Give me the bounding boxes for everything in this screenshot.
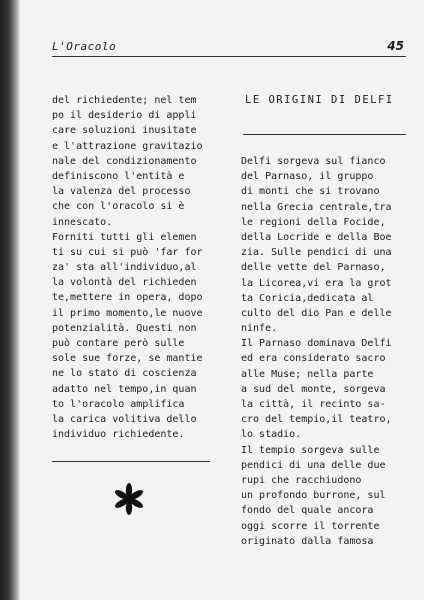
text-line: del richiedente; nel tem [52,95,197,106]
left-column-divider [52,461,210,462]
text-line: Il tempio sorgeva sulle [241,444,380,456]
text-line: la carica volitiva dello [52,413,197,425]
text-line: Forniti tutti gli elemen [52,231,197,243]
text-line: nella Grecia centrale,tra [241,201,392,213]
text-line: oggi scorre il torrente [241,520,380,532]
text-line: sole sue forze, se mantie [52,353,203,365]
text-line: che con l'oracolo si è [52,201,185,213]
text-line: delle vette del Parnaso, [241,262,386,274]
text-line: individuo richiedente. [52,429,185,441]
text-line: la città, il recinto sa- [241,399,386,410]
running-header [52,40,406,57]
text-line: adatto nel tempo,in quan [52,383,197,395]
text-line: to l'oracolo amplifica [52,398,185,410]
text-line: ta Coricia,dedicata al [241,292,374,304]
text-line: a sud del monte, sorgeva [241,383,386,395]
text-line: alle Muse; nella parte [241,368,374,380]
text-line: te,mettere in opera, dopo [52,292,203,304]
text-line: Il Parnaso dominava Delfi [241,338,392,350]
text-line: della Locride e della Boe [241,231,392,243]
page-number: 45 [387,39,404,53]
text-line: nale del condizionamento [52,155,197,167]
text-line: ed era considerato sacro [241,353,386,365]
text-line: fondo del quale ancora [241,505,374,517]
text-line: Delfi sorgeva sul fianco [241,156,386,167]
text-line: del Parnaso, il gruppo [241,171,374,183]
text-line: la volontà del richieden [52,277,197,289]
text-line: cro del tempio,il teatro, [241,414,392,426]
text-line: rupi che racchiudono [241,474,362,486]
text-line: la valenza del processo [52,186,191,198]
asterisk-flower-icon [112,482,146,516]
text-line: care soluzioni inusitate [52,125,197,137]
text-line: po il desiderio di appli [52,110,197,122]
text-line: originato dalla famosa [241,535,374,547]
publication-title: L'Oracolo [52,40,117,53]
text-line: culto del dio Pan e delle [241,307,392,319]
text-line: za' sta all'individuo,al [52,262,197,274]
text-line: ne lo stato di coscienza [52,368,197,380]
text-line: il primo momento,le nuove [52,307,203,319]
left-text-column [52,93,214,442]
text-line: può contare però sulle [52,338,185,349]
text-line: di monti che si trovano [241,186,380,198]
text-line: lo stadio. [241,429,302,441]
text-line: zia. Sulle pendici di una [241,247,392,259]
text-line: ninfe. [241,323,278,335]
section-title: LE ORIGINI DI DELFI [245,94,394,106]
text-line: potenzialità. Questi non [52,322,197,334]
text-line: e l'attrazione gravitazio [52,140,203,152]
text-line: pendici di una delle due [241,459,386,471]
text-line: innescato. [52,216,113,228]
text-line: un profondo burrone, sul [241,490,386,502]
section-title-rule [243,134,406,135]
right-text-column [241,154,406,549]
text-line: le regioni della Focide, [241,216,386,228]
text-line: ti su cui si può 'far for [52,246,203,258]
page-binding-edge [0,0,20,600]
text-line: la Licorea,vi era la grot [241,277,392,289]
text-line: definiscono l'entità e [52,170,185,182]
